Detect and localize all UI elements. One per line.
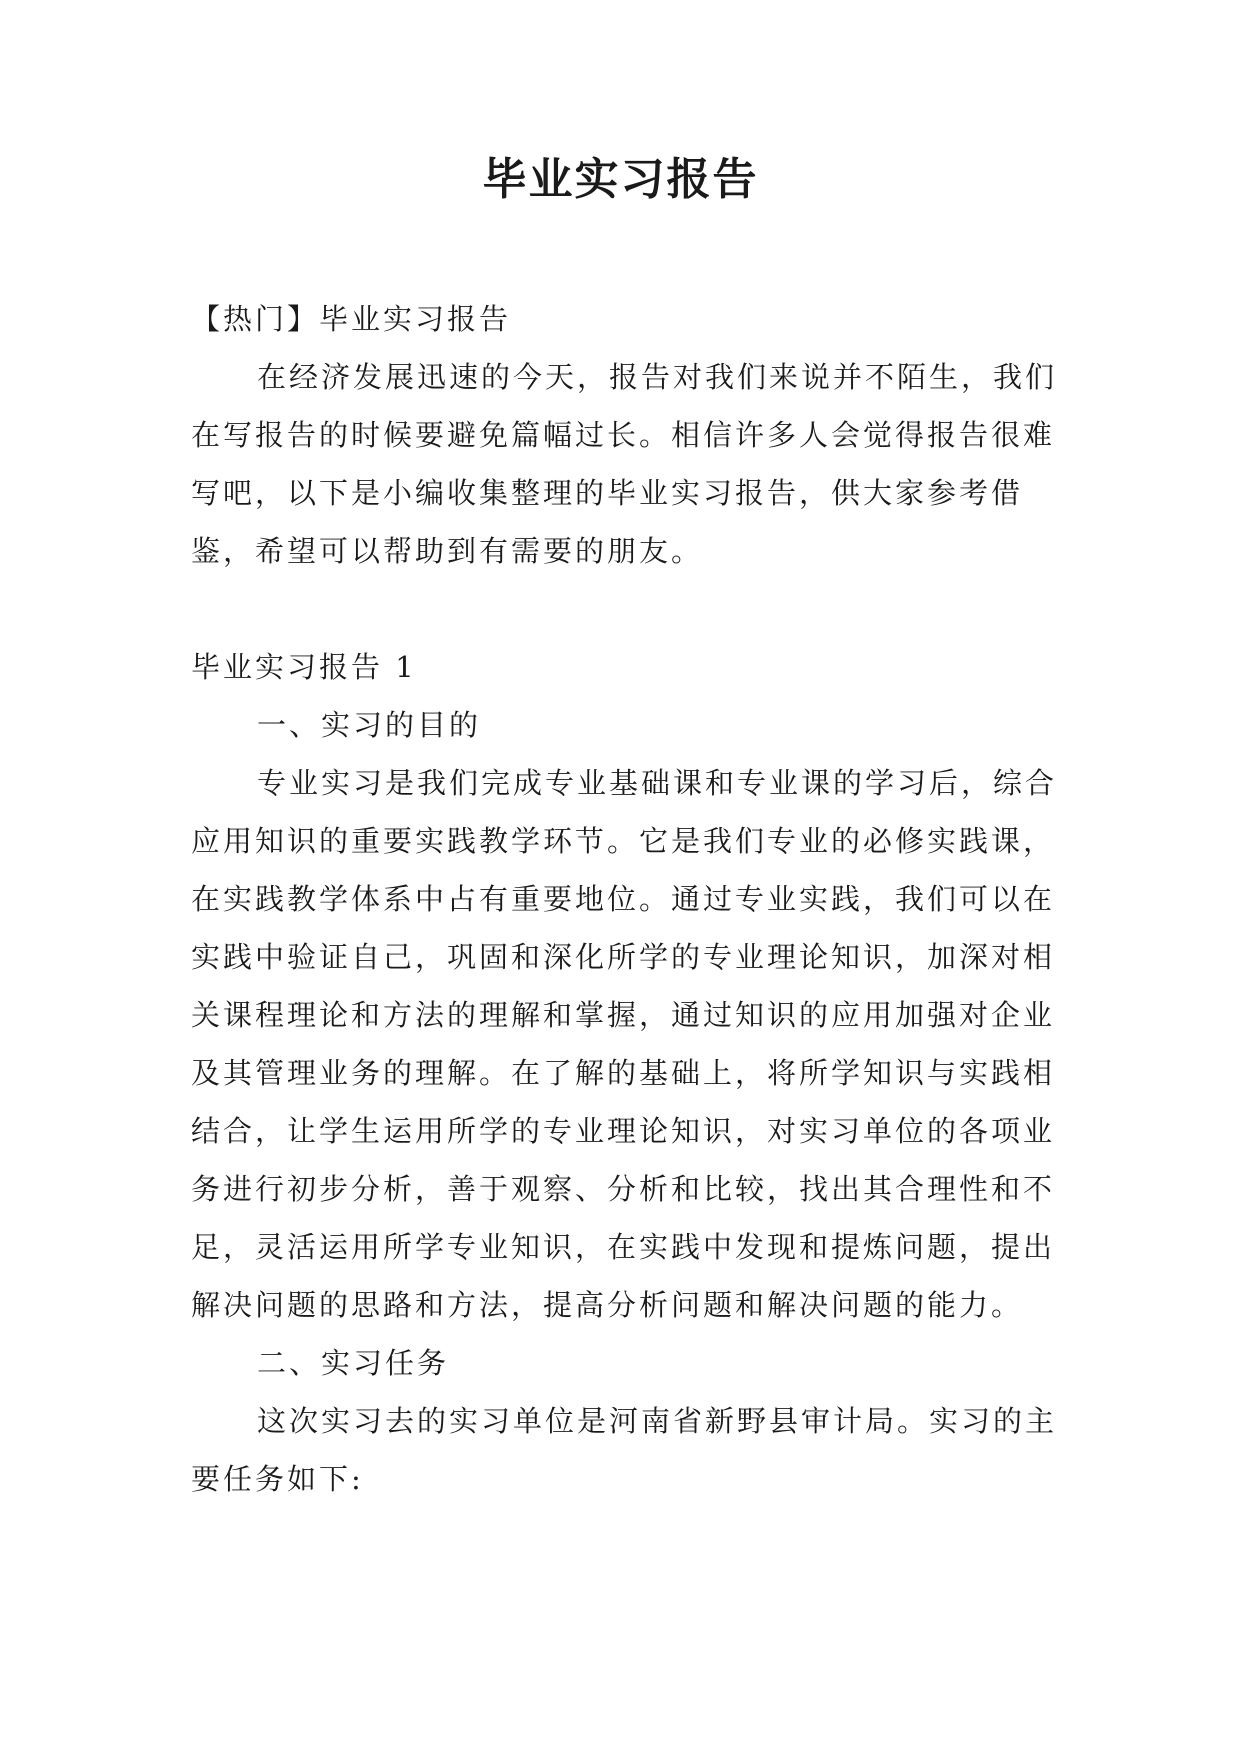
part1-heading: 一、实习的目的 <box>257 708 482 742</box>
intro-paragraph: 在经济发展迅速的今天，报告对我们来说并不陌生，我们在写报告的时候要避免篇幅过长。相信许多人会觉得报告很难写吧，以下是小编收集整理的毕业实习报告，供大家参考借鉴，希望可以帮助到有需要的朋友。 <box>191 360 1058 568</box>
document-title: 毕业实习报告 <box>482 154 759 205</box>
document-body <box>191 290 1058 1508</box>
section-heading: 毕业实习报告 1 <box>191 650 417 684</box>
part2-paragraph: 这次实习去的实习单位是河南省新野县审计局。实习的主要任务如下: <box>191 1404 1058 1496</box>
document-subtitle: 【热门】毕业实习报告 <box>191 302 512 336</box>
part2-heading: 二、实习任务 <box>257 1346 450 1380</box>
paragraph-spacer <box>191 580 1058 638</box>
part1-paragraph: 专业实习是我们完成专业基础课和专业课的学习后，综合应用知识的重要实践教学环节。它是我们专业的必修实践课，在实践教学体系中占有重要地位。通过专业实践，我们可以在实践中验证自己，巩固和深化所学的专业理论知识，加深对相关课程理论和方法的理解和掌握，通过知识的应用加强对企业及其管理业务的理解。在了解的基础上，将所学知识与实践相结合，让学生运用所学的专业理论知识，对实习单位的各项业务进行初步分析，善于观察、分析和比较，找出其合理性和不足，灵活运用所学专业知识，在实践中发现和提炼问题，提出解决问题的思路和方法，提高分析问题和解决问题的能力。 <box>191 766 1058 1322</box>
